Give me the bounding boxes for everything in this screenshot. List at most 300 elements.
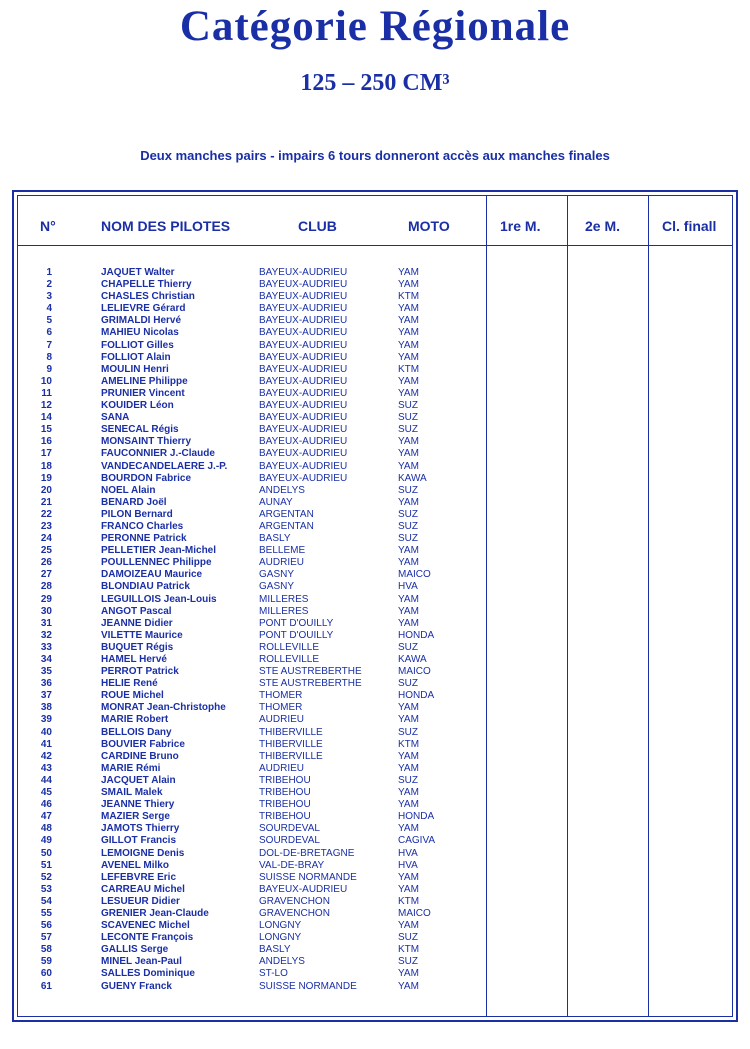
pilot-club: TRIBEHOU: [259, 799, 311, 811]
pilot-number: 34: [40, 654, 52, 665]
pilot-moto: HVA: [398, 859, 418, 871]
pilot-number: 35: [40, 666, 52, 678]
table-row: [0, 714, 750, 726]
table-row: [0, 666, 750, 678]
pilot-number: 46: [40, 799, 52, 811]
column-header-final-ranking: Cl. finall: [662, 218, 717, 234]
table-row: [0, 896, 750, 908]
pilot-moto: SUZ: [398, 641, 418, 653]
pilot-number: 25: [40, 545, 52, 557]
pilot-moto: YAM: [398, 387, 419, 399]
pilot-number: 15: [40, 424, 52, 436]
pilot-name: HAMEL Hervé: [101, 654, 167, 665]
table-row: [0, 920, 750, 932]
pilot-moto: KTM: [398, 291, 420, 303]
pilot-name: BOUVIER Fabrice: [101, 738, 185, 750]
pilot-club: STE AUSTREBERTHE: [259, 666, 362, 678]
pilot-number: 22: [40, 508, 52, 520]
pilot-name: MARIE Rémi: [101, 762, 161, 774]
pilot-club: TRIBEHOU: [259, 774, 311, 786]
column-header-moto: MOTO: [408, 218, 450, 234]
pilot-name: BELLOIS Dany: [101, 726, 172, 738]
pilot-club: ANDELYS: [259, 956, 305, 968]
table-row: [0, 448, 750, 460]
pilot-club: MILLERES: [259, 605, 309, 617]
pilot-name: PERROT Patrick: [101, 666, 179, 678]
pilot-name: JAQUET Walter: [101, 267, 175, 278]
pilot-number: 33: [40, 641, 52, 653]
pilot-name: AMELINE Philippe: [101, 375, 188, 387]
table-row: [0, 315, 750, 327]
pilot-number: 24: [40, 533, 52, 545]
pilot-moto: SUZ: [398, 533, 418, 545]
table-row: [0, 581, 750, 593]
pilot-number: 5: [46, 315, 52, 327]
pilot-club: BELLEME: [259, 545, 306, 557]
pilot-name: ROUE Michel: [101, 690, 164, 702]
pilot-number: 10: [40, 375, 52, 387]
pilot-name: MAZIER Serge: [101, 811, 170, 823]
pilot-moto: SUZ: [398, 774, 418, 786]
pilot-moto: YAM: [398, 557, 419, 569]
pilot-moto: HVA: [398, 581, 418, 593]
pilot-club: MILLERES: [259, 593, 309, 605]
pilot-number: 17: [40, 448, 52, 460]
pilot-name: SENECAL Régis: [101, 424, 179, 436]
pilot-club: BAYEUX-AUDRIEU: [259, 267, 348, 278]
pilot-moto: YAM: [398, 823, 419, 835]
pilot-name: LEMOIGNE Denis: [101, 847, 185, 859]
table-row: [0, 787, 750, 799]
pilot-name: FAUCONNIER J.-Claude: [101, 448, 215, 460]
pilot-club: ROLLEVILLE: [259, 654, 320, 665]
table-row: [0, 461, 750, 473]
pilot-club: ANDELYS: [259, 484, 305, 496]
pilot-moto: HONDA: [398, 629, 435, 641]
pilot-name: FOLLIOT Alain: [101, 351, 171, 363]
pilot-moto: YAM: [398, 605, 419, 617]
pilot-club: AUDRIEU: [259, 714, 305, 726]
pilot-club: AUDRIEU: [259, 762, 305, 774]
pilot-name: BENARD Joël: [101, 496, 167, 508]
pilot-club: THOMER: [259, 702, 303, 714]
header-divider: [17, 245, 733, 246]
pilot-club: ST-LO: [259, 968, 288, 980]
pilot-name: MONRAT Jean-Christophe: [101, 702, 226, 714]
table-row: [0, 279, 750, 291]
pilot-club: GRAVENCHON: [259, 907, 330, 919]
pilot-moto: KAWA: [398, 654, 427, 665]
pilot-club: BAYEUX-AUDRIEU: [259, 883, 348, 895]
pilot-club: BAYEUX-AUDRIEU: [259, 291, 348, 303]
pilot-name: MARIE Robert: [101, 714, 169, 726]
table-row: [0, 775, 750, 787]
pilot-name: HELIE René: [101, 678, 158, 690]
pilot-club: BAYEUX-AUDRIEU: [259, 424, 348, 436]
pilot-number: 59: [40, 956, 52, 968]
pilot-moto: SUZ: [398, 412, 418, 424]
pilot-list: [0, 267, 750, 993]
pilot-moto: YAM: [398, 436, 419, 448]
pilot-club: GASNY: [259, 569, 295, 581]
pilot-moto: SUZ: [398, 400, 418, 412]
pilot-number: 1: [46, 267, 52, 278]
pilot-moto: YAM: [398, 750, 419, 762]
pilot-club: VAL-DE-BRAY: [259, 859, 325, 871]
pilot-number: 20: [40, 484, 52, 496]
pilot-club: BAYEUX-AUDRIEU: [259, 387, 348, 399]
table-row: [0, 884, 750, 896]
pilot-number: 29: [40, 593, 52, 605]
pilot-number: 31: [40, 617, 52, 629]
pilot-moto: YAM: [398, 496, 419, 508]
pilot-club: BAYEUX-AUDRIEU: [259, 303, 348, 315]
pilot-number: 21: [40, 496, 52, 508]
table-row: [0, 291, 750, 303]
pilot-number: 52: [40, 871, 52, 883]
pilot-moto: YAM: [398, 279, 419, 291]
pilot-club: BAYEUX-AUDRIEU: [259, 375, 348, 387]
pilot-name: PERONNE Patrick: [101, 533, 187, 545]
pilot-number: 50: [40, 847, 52, 859]
pilot-club: ARGENTAN: [259, 508, 314, 520]
pilot-number: 6: [46, 327, 52, 339]
pilot-number: 54: [40, 895, 52, 907]
table-row: [0, 739, 750, 751]
pilot-club: BAYEUX-AUDRIEU: [259, 327, 348, 339]
table-row: [0, 835, 750, 847]
column-header-heat-2: 2e M.: [585, 218, 621, 234]
pilot-club: BAYEUX-AUDRIEU: [259, 412, 348, 424]
pilot-name: CHAPELLE Thierry: [101, 279, 192, 291]
column-header-club: CLUB: [298, 218, 337, 234]
pilot-club: SUISSE NORMANDE: [259, 871, 357, 883]
pilot-number: 47: [40, 811, 52, 823]
pilot-number: 2: [46, 279, 52, 291]
pilot-number: 16: [40, 436, 52, 448]
pilot-club: PONT D'OUILLY: [259, 629, 334, 641]
table-row: [0, 678, 750, 690]
pilot-moto: CAGIVA: [398, 835, 436, 847]
table-row: [0, 751, 750, 763]
table-row: [0, 376, 750, 388]
table-row: [0, 340, 750, 352]
table-row: [0, 473, 750, 485]
pilot-number: 38: [40, 702, 52, 714]
pilot-club: BAYEUX-AUDRIEU: [259, 400, 348, 412]
table-row: [0, 327, 750, 339]
pilot-number: 60: [40, 968, 52, 980]
pilot-moto: SUZ: [398, 508, 418, 520]
pilot-name: AVENEL Milko: [101, 859, 169, 871]
pilot-number: 37: [40, 690, 52, 702]
pilot-number: 27: [40, 569, 52, 581]
pilot-moto: YAM: [398, 545, 419, 557]
pilot-club: THIBERVILLE: [259, 726, 323, 738]
pilot-moto: YAM: [398, 702, 419, 714]
pilot-moto: SUZ: [398, 678, 418, 690]
table-row: [0, 654, 750, 666]
pilot-number: 48: [40, 823, 52, 835]
pilot-name: PELLETIER Jean-Michel: [101, 545, 217, 557]
pilot-name: BLONDIAU Patrick: [101, 581, 190, 593]
pilot-name: MOULIN Henri: [101, 363, 169, 375]
table-row: [0, 642, 750, 654]
pilot-moto: YAM: [398, 593, 419, 605]
pilot-name: ANGOT Pascal: [101, 605, 172, 617]
pilot-number: 30: [40, 605, 52, 617]
pilot-number: 19: [40, 472, 52, 484]
pilot-number: 55: [40, 907, 52, 919]
pilot-number: 36: [40, 678, 52, 690]
pilot-number: 42: [40, 750, 52, 762]
pilot-number: 8: [46, 351, 52, 363]
pilot-name: PILON Bernard: [101, 508, 173, 520]
pilot-moto: SUZ: [398, 956, 418, 968]
pilot-club: THIBERVILLE: [259, 738, 323, 750]
table-row: [0, 618, 750, 630]
pilot-number: 58: [40, 944, 52, 956]
pilot-club: AUNAY: [259, 496, 293, 508]
pilot-name: GRENIER Jean-Claude: [101, 907, 209, 919]
pilot-club: BAYEUX-AUDRIEU: [259, 339, 348, 351]
pilot-club: STE AUSTREBERTHE: [259, 678, 362, 690]
pilot-moto: YAM: [398, 303, 419, 315]
pilot-club: SOURDEVAL: [259, 823, 320, 835]
pilot-name: VILETTE Maurice: [101, 629, 183, 641]
pilot-number: 14: [40, 412, 52, 424]
pilot-name: FRANCO Charles: [101, 520, 184, 532]
pilot-club: THOMER: [259, 690, 303, 702]
pilot-number: 3: [46, 291, 52, 303]
pilot-moto: YAM: [398, 762, 419, 774]
pilot-club: BAYEUX-AUDRIEU: [259, 436, 348, 448]
pilot-name: SANA: [101, 412, 130, 424]
table-row: [0, 908, 750, 920]
pilot-name: GALLIS Serge: [101, 944, 169, 956]
pilot-club: DOL-DE-BRETAGNE: [259, 847, 355, 859]
pilot-club: ARGENTAN: [259, 520, 314, 532]
pilot-club: THIBERVILLE: [259, 750, 323, 762]
pilot-number: 28: [40, 581, 52, 593]
pilot-moto: HVA: [398, 847, 418, 859]
table-row: [0, 968, 750, 980]
table-row: [0, 545, 750, 557]
pilot-number: 32: [40, 629, 52, 641]
pilot-moto: YAM: [398, 351, 419, 363]
table-row: [0, 690, 750, 702]
pilot-club: BAYEUX-AUDRIEU: [259, 363, 348, 375]
table-row: [0, 594, 750, 606]
pilot-name: CARREAU Michel: [101, 883, 185, 895]
pilot-moto: SUZ: [398, 726, 418, 738]
pilot-moto: SUZ: [398, 484, 418, 496]
pilot-moto: KTM: [398, 738, 420, 750]
page-title: Catégorie Régionale: [179, 3, 571, 50]
pilot-number: 51: [40, 859, 52, 871]
pilot-club: BASLY: [259, 533, 291, 545]
pilot-moto: MAICO: [398, 666, 431, 678]
pilot-number: 12: [40, 400, 52, 412]
pilot-name: SMAIL Malek: [101, 787, 163, 799]
pilot-moto: SUZ: [398, 932, 418, 944]
pilot-number: 39: [40, 714, 52, 726]
pilot-number: 53: [40, 883, 52, 895]
pilot-number: 18: [40, 460, 52, 472]
pilot-number: 23: [40, 520, 52, 532]
table-row: [0, 811, 750, 823]
race-format-note: Deux manches pairs - impairs 6 tours donneront accès aux manches finales: [140, 148, 610, 163]
pilot-name: POULLENNEC Philippe: [101, 557, 212, 569]
table-row: [0, 497, 750, 509]
pilot-name: MINEL Jean-Paul: [101, 956, 182, 968]
pilot-moto: YAM: [398, 375, 419, 387]
pilot-name: JEANNE Didier: [101, 617, 173, 629]
table-row: [0, 521, 750, 533]
table-row: [0, 606, 750, 618]
pilot-moto: YAM: [398, 267, 419, 278]
table-row: [0, 702, 750, 714]
table-row: [0, 932, 750, 944]
pilot-moto: YAM: [398, 339, 419, 351]
pilot-moto: KTM: [398, 363, 420, 375]
table-row: [0, 364, 750, 376]
table-row: [0, 388, 750, 400]
pilot-name: BOURDON Fabrice: [101, 472, 192, 484]
pilot-club: PONT D'OUILLY: [259, 617, 334, 629]
table-row: [0, 424, 750, 436]
pilot-club: AUDRIEU: [259, 557, 305, 569]
pilot-moto: YAM: [398, 980, 419, 992]
pilot-moto: HONDA: [398, 690, 435, 702]
pilot-moto: HONDA: [398, 811, 435, 823]
table-row: [0, 569, 750, 581]
pilot-club: ROLLEVILLE: [259, 641, 320, 653]
table-row: [0, 352, 750, 364]
table-row: [0, 848, 750, 860]
table-row: [0, 763, 750, 775]
table-row: [0, 267, 750, 279]
pilot-number: 4: [46, 303, 52, 315]
table-row: [0, 872, 750, 884]
table-row: [0, 412, 750, 424]
pilot-number: 57: [40, 932, 52, 944]
table-row: [0, 956, 750, 968]
pilot-club: BAYEUX-AUDRIEU: [259, 279, 348, 291]
table-row: [0, 485, 750, 497]
pilot-moto: YAM: [398, 883, 419, 895]
pilot-name: MONSAINT Thierry: [101, 436, 192, 448]
pilot-club: BAYEUX-AUDRIEU: [259, 351, 348, 363]
pilot-name: DAMOIZEAU Maurice: [101, 569, 203, 581]
table-row: [0, 860, 750, 872]
pilot-club: GASNY: [259, 581, 295, 593]
pilot-moto: SUZ: [398, 520, 418, 532]
pilot-moto: YAM: [398, 968, 419, 980]
pilot-name: LELIEVRE Gérard: [101, 303, 186, 315]
pilot-number: 26: [40, 557, 52, 569]
pilot-name: SCAVENEC Michel: [101, 920, 190, 932]
pilot-name: VANDECANDELAERE J.-P.: [101, 460, 228, 472]
pilot-number: 49: [40, 835, 52, 847]
pilot-club: LONGNY: [259, 920, 302, 932]
pilot-name: BUQUET Régis: [101, 641, 174, 653]
pilot-moto: YAM: [398, 799, 419, 811]
table-row: [0, 944, 750, 956]
pilot-number: 11: [41, 387, 52, 399]
table-row: [0, 303, 750, 315]
pilot-club: BAYEUX-AUDRIEU: [259, 460, 348, 472]
table-row: [0, 799, 750, 811]
pilot-club: TRIBEHOU: [259, 787, 311, 799]
table-row: [0, 981, 750, 993]
pilot-moto: YAM: [398, 315, 419, 327]
table-row: [0, 823, 750, 835]
pilot-name: FOLLIOT Gilles: [101, 339, 174, 351]
pilot-name: SALLES Dominique: [101, 968, 195, 980]
pilot-moto: YAM: [398, 920, 419, 932]
pilot-club: BASLY: [259, 944, 291, 956]
pilot-moto: YAM: [398, 460, 419, 472]
pilot-name: GRIMALDI Hervé: [101, 315, 182, 327]
pilot-name: LESUEUR Didier: [101, 895, 180, 907]
pilot-name: CARDINE Bruno: [101, 750, 179, 762]
pilot-name: JACQUET Alain: [101, 774, 176, 786]
pilot-club: BAYEUX-AUDRIEU: [259, 315, 348, 327]
pilot-club: SUISSE NORMANDE: [259, 980, 357, 992]
pilot-moto: YAM: [398, 617, 419, 629]
pilot-name: LECONTE François: [101, 932, 194, 944]
pilot-number: 44: [40, 774, 52, 786]
pilot-name: PRUNIER Vincent: [101, 387, 185, 399]
pilot-club: BAYEUX-AUDRIEU: [259, 448, 348, 460]
table-row: [0, 727, 750, 739]
pilot-name: JAMOTS Thierry: [101, 823, 180, 835]
pilot-club: TRIBEHOU: [259, 811, 311, 823]
pilot-club: BAYEUX-AUDRIEU: [259, 472, 348, 484]
pilot-moto: KTM: [398, 895, 420, 907]
pilot-number: 43: [40, 762, 52, 774]
pilot-number: 56: [40, 920, 52, 932]
pilot-moto: YAM: [398, 448, 419, 460]
pilot-name: GUENY Franck: [101, 980, 172, 992]
table-row: [0, 557, 750, 569]
pilot-name: MAHIEU Nicolas: [101, 327, 179, 339]
pilot-name: LEGUILLOIS Jean-Louis: [101, 593, 217, 605]
pilot-name: JEANNE Thiery: [101, 799, 175, 811]
pilot-moto: MAICO: [398, 907, 431, 919]
pilot-name: CHASLES Christian: [101, 291, 195, 303]
table-row: [0, 400, 750, 412]
pilot-moto: YAM: [398, 787, 419, 799]
column-header-heat-1: 1re M.: [500, 218, 541, 234]
column-header-pilot-name: NOM DES PILOTES: [101, 218, 231, 234]
pilot-moto: KAWA: [398, 472, 427, 484]
table-row: [0, 630, 750, 642]
pilot-number: 40: [40, 726, 52, 738]
page-subtitle: 125 – 250 CM³: [300, 70, 450, 96]
pilot-club: GRAVENCHON: [259, 895, 330, 907]
pilot-moto: YAM: [398, 714, 419, 726]
table-row: [0, 533, 750, 545]
pilot-name: GILLOT Francis: [101, 835, 177, 847]
pilot-moto: KTM: [398, 944, 420, 956]
table-row: [0, 509, 750, 521]
pilot-name: KOUIDER Léon: [101, 400, 174, 412]
pilot-number: 45: [40, 787, 52, 799]
pilot-number: 9: [46, 363, 52, 375]
pilot-number: 61: [40, 980, 52, 992]
